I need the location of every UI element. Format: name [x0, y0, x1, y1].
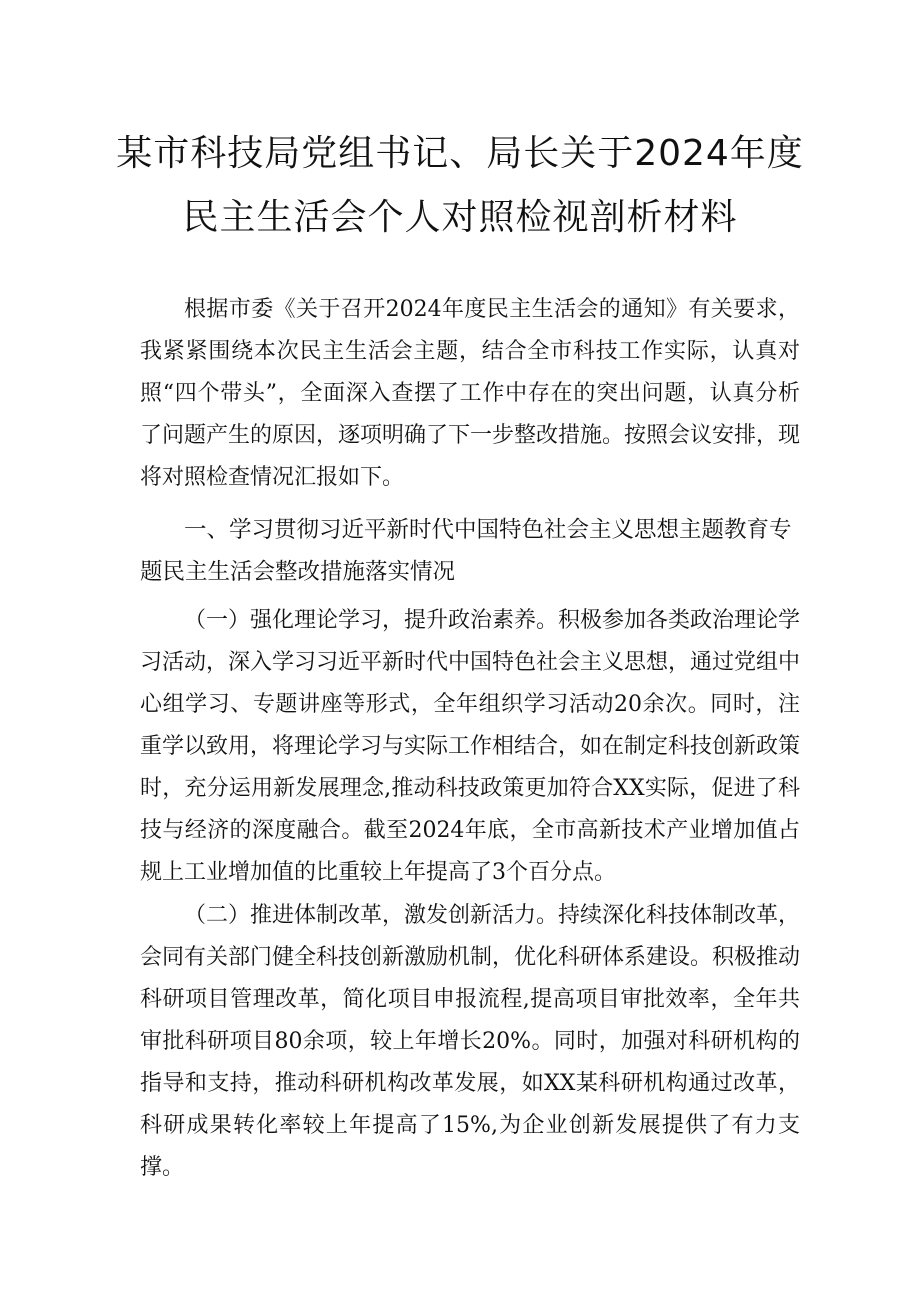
intro-paragraph: 根据市委《关于召开2024年度民主生活会的通知》有关要求，我紧紧围绕本次民主生活会主题，结合全市科技工作实际，认真对照“四个带头”，全面深入查摆了工作中存在的突出问题，认真分析了问题产生的原因，逐项明确了下一步整改措施。按照会议安排，现将对照检查情况汇报如下。: [140, 297, 801, 490]
document-title-line-2: 民主生活会个人对照检视剖析材料: [182, 197, 738, 238]
document-title-line-1: 某市科技局党组书记、局长关于2024年度: [116, 133, 804, 174]
section-1-heading: 一、学习贯彻习近平新时代中国特色社会主义思想主题教育专题民主生活会整改措施落实情况: [140, 517, 792, 585]
item-2-paragraph: （二）推进体制改革，激发创新活力。持续深化科技体制改革，会同有关部门健全科技创新激励机制，优化科研体系建设。积极推动科研项目管理改革，简化项目申报流程,提高项目审批效率，全年共审批科研项目80余项，较上年增长20%。同时，加强对科研机构的指导和支持，推动科研机构改革发展，如XX某科研机构通过改革，科研成果转化率较上年提高了15%,为企业创新发展提供了有力支撑。: [140, 903, 801, 1180]
item-1-paragraph: （一）强化理论学习，提升政治素养。积极参加各类政治理论学习活动，深入学习习近平新时代中国特色社会主义思想，通过党组中心组学习、专题讲座等形式，全年组织学习活动20余次。同时，注重学以致用，将理论学习与实际工作相结合，如在制定科技创新政策时，充分运用新发展理念,推动科技政策更加符合XX实际，促进了科技与经济的深度融合。截至2024年底，全市高新技术产业增加值占规上工业增加值的比重较上年提高了3个百分点。: [140, 608, 801, 885]
